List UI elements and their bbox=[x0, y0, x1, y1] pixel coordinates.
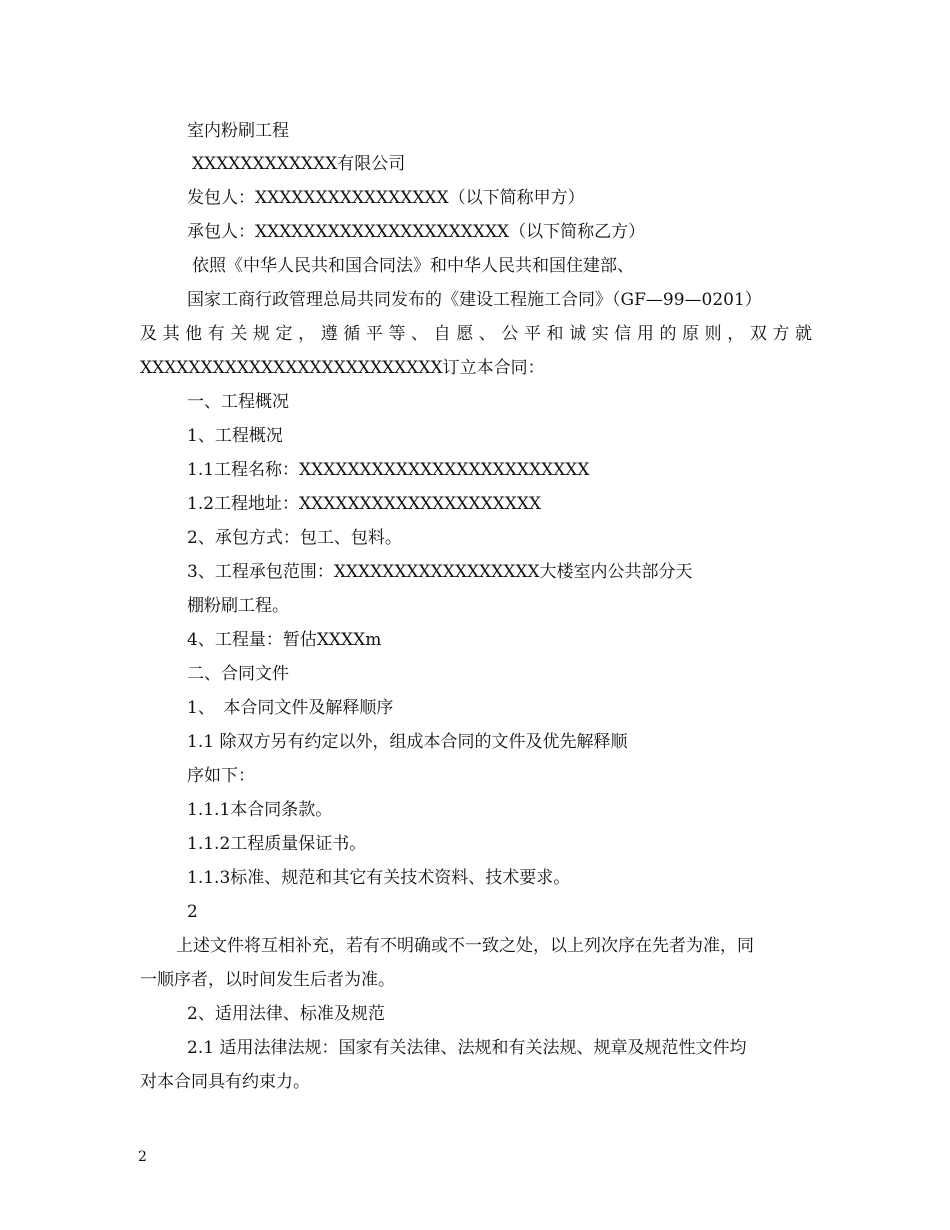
doc-line-title: 室内粉刷工程 bbox=[187, 121, 289, 141]
doc-line-project-address: 1.2工程地址：XXXXXXXXXXXXXXXXXXXX bbox=[187, 494, 542, 514]
doc-line-scope-cont: 棚粉刷工程。 bbox=[187, 596, 289, 616]
doc-line-basis-cont: 国家工商行政管理总局共同发布的《建设工程施工合同》（GF—99—0201） bbox=[187, 290, 762, 310]
doc-line-project-name: 1.1工程名称：XXXXXXXXXXXXXXXXXXXXXXXX bbox=[187, 460, 590, 480]
doc-line-scope: 3、工程承包范围：XXXXXXXXXXXXXXXXX大楼室内公共部分天 bbox=[187, 562, 693, 582]
doc-heading-contract-docs: 二、合同文件 bbox=[187, 664, 289, 684]
doc-line-item-1-1-1: 1.1.1本合同条款。 bbox=[187, 800, 333, 820]
doc-line-docs-priority: 1.1 除双方另有约定以外，组成本合同的文件及优先解释顺 bbox=[187, 732, 628, 752]
doc-heading-overview: 一、工程概况 bbox=[187, 392, 289, 412]
doc-line-item-1-1-2: 1.1.2工程质量保证书。 bbox=[187, 834, 367, 854]
doc-line-contract-mode: 2、承包方式：包工、包料。 bbox=[187, 528, 402, 548]
doc-line-law-detail-cont: 对本合同具有约束力。 bbox=[140, 1072, 310, 1092]
page-number: 2 bbox=[138, 1149, 147, 1165]
doc-line-supplement: 上述文件将互相补充，若有不明确或不一致之处，以上列次序在先者为准，同 bbox=[176, 936, 754, 956]
doc-line-quantity: 4、工程量：暂估XXXXm bbox=[187, 630, 382, 650]
doc-line-company: XXXXXXXXXXXX有限公司 bbox=[192, 154, 406, 174]
doc-line-docs-priority-cont: 序如下： bbox=[187, 766, 255, 786]
doc-line-item-1-1-3: 1.1.3标准、规范和其它有关技术资料、技术要求。 bbox=[187, 868, 571, 888]
doc-line-applicable-law: 2、适用法律、标准及规范 bbox=[187, 1004, 385, 1024]
doc-line-inline-number: 2 bbox=[187, 902, 198, 922]
doc-line-law-detail: 2.1 适用法律法规：国家有关法律、法规和有关法规、规章及规范性文件均 bbox=[187, 1038, 747, 1058]
doc-line-subject: XXXXXXXXXXXXXXXXXXXXXXXXX订立本合同： bbox=[140, 358, 545, 378]
doc-line-basis: 依照《中华人民共和国合同法》和中华人民共和国住建部、 bbox=[192, 256, 634, 276]
doc-line-overview: 1、工程概况 bbox=[187, 426, 283, 446]
doc-line-docs-order: 1、 本合同文件及解释顺序 bbox=[187, 698, 394, 718]
doc-line-employer: 发包人：XXXXXXXXXXXXXXXX（以下简称甲方） bbox=[187, 188, 585, 208]
doc-line-principles: 及其他有关规定，遵循平等、自愿、公平和诚实信用的原则，双方就 bbox=[140, 324, 812, 344]
doc-line-supplement-cont: 一顺序者，以时间发生后者为准。 bbox=[140, 970, 395, 990]
doc-line-contractor: 承包人：XXXXXXXXXXXXXXXXXXXXX（以下简称乙方） bbox=[187, 222, 646, 242]
